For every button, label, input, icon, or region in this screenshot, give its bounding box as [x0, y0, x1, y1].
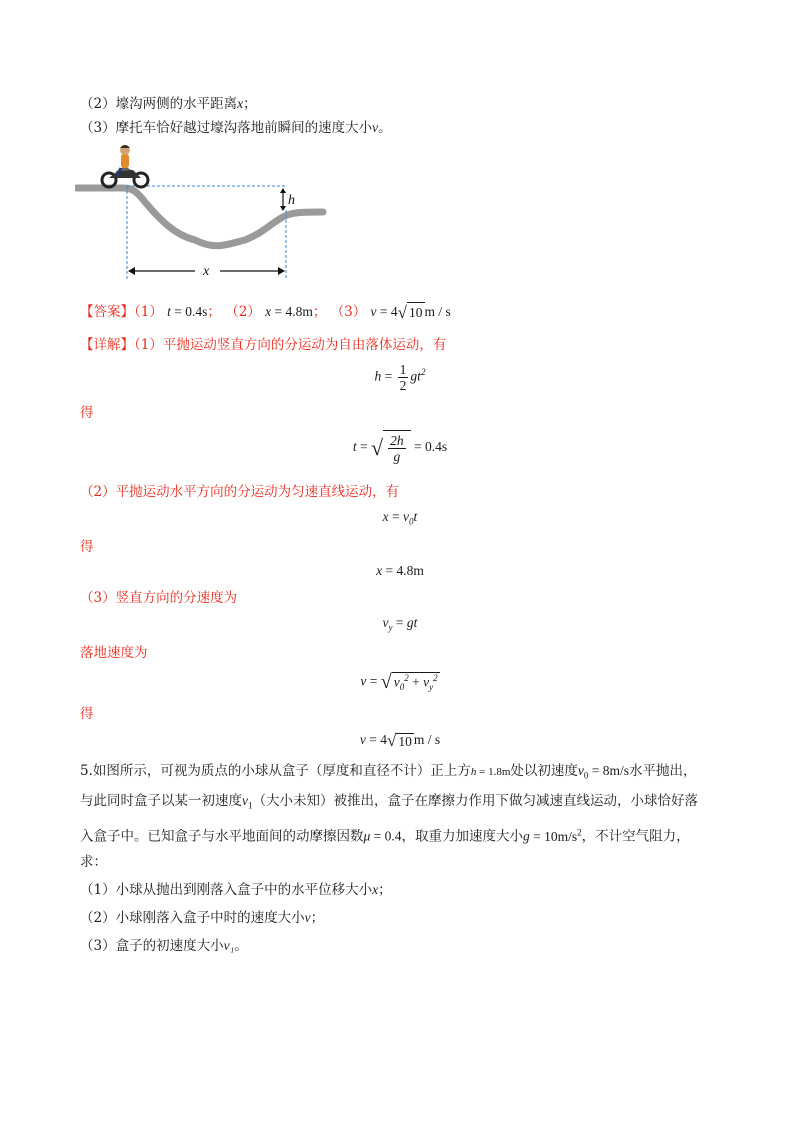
q5-sub-1	[80, 880, 392, 900]
answer-1-label: （1）	[134, 304, 163, 320]
q5-line-4: 求：	[80, 854, 107, 870]
eq-v-value: v = 4√ 10 m / s	[359, 731, 441, 750]
x-arrow-left-icon	[128, 267, 135, 275]
motorcycle-icon	[102, 145, 148, 187]
de-3: 得	[80, 706, 94, 722]
detail-p1: （1）平抛运动竖直方向的分运动为自由落体运动，有	[134, 337, 447, 353]
q5-s1-end: ；	[378, 882, 392, 898]
q5-l1a: 5.如图所示，可视为质点的小球从盒子（厚度和直径不计）正上方	[80, 763, 471, 779]
x-label: x	[203, 264, 210, 279]
q5-line-2	[80, 791, 698, 816]
answer-2-sep: ；	[312, 304, 327, 320]
q5-mu-value: μ = 0.4	[363, 828, 402, 844]
eq-h: h = $\frac{1}{2}$ $gt^2$	[374, 362, 426, 393]
q5-v1-var: $v_1$	[242, 793, 253, 811]
q5-s2-var: v	[304, 910, 311, 925]
q4-part2	[80, 94, 257, 114]
answer-2-math: x = 4.8m	[265, 304, 313, 319]
q5-g-value: $g = 10m/s^2$	[523, 827, 582, 844]
detail-p4: 落地速度为	[80, 645, 148, 661]
h-label: h	[288, 193, 295, 208]
q5-l3a: 入盒子中。已知盒子与水平地面间的动摩擦因数	[80, 828, 364, 845]
q4-part3-text: （3）摩托车恰好越过壕沟落地前瞬间的速度大小	[80, 120, 373, 136]
q5-s3-var: v₁	[223, 938, 235, 953]
q4-part3	[80, 118, 392, 138]
eq-v-sqrt: v = √ $v_0^2 + v_y^2$	[360, 671, 438, 693]
q5-s3-end: 。	[234, 938, 248, 954]
q4-part2-var: x	[237, 96, 244, 111]
answer-tag: 【答案】	[80, 304, 134, 320]
de-2: 得	[80, 539, 94, 555]
eq-vy: $v_y$ = gt	[382, 615, 418, 633]
q5-line-3	[80, 822, 690, 847]
q5-line-1	[80, 761, 697, 786]
q5-sub-3	[80, 936, 248, 956]
q5-h-value: h = 1.8m	[470, 766, 511, 778]
q5-l1b: 处以初速度	[510, 763, 578, 779]
detail-line-1	[80, 335, 446, 355]
q5-s2-end: ；	[310, 910, 325, 926]
h-arrow-down-icon	[280, 206, 286, 211]
q5-s2-text: （2）小球刚落入盒子中时的速度大小	[80, 910, 305, 926]
q5-l1c: 水平抛出，	[629, 763, 697, 779]
h-arrow-up-icon	[280, 188, 286, 193]
q5-l3b: ，取重力加速度大小	[401, 828, 524, 845]
q5-s3-text: （3）盒子的初速度大小	[80, 938, 224, 954]
detail-p3: （3）竖直方向的分速度为	[80, 590, 238, 606]
detail-tag: 【详解】	[80, 337, 134, 353]
answer-1-sep: ；	[207, 304, 221, 320]
answer-line	[80, 302, 451, 323]
detail-p2: （2）平抛运动水平方向的分运动为匀速直线运动，有	[80, 484, 400, 500]
q4-part2-text: （2）壕沟两侧的水平距离	[80, 96, 238, 112]
de-1: 得	[80, 405, 94, 421]
answer-3-math: v = 4√ 10 m / s	[370, 302, 451, 322]
q5-l3c: ，不计空气阻力，	[581, 828, 690, 845]
q4-part3-end: 。	[378, 120, 392, 136]
q5-l2a: 与此同时盒子以某一初速度	[80, 793, 242, 809]
eq-x-v0t: $x = v_0t$	[382, 509, 418, 527]
q5-v0-value: $v_0 = 8m/s$	[577, 763, 630, 781]
answer-1-math: t = 0.4s	[167, 304, 208, 319]
eq-t: t = √ $\frac{2h}{g}$ = 0.4s	[0, 430, 800, 466]
q5-s1-var: x	[372, 882, 379, 897]
q4-part3-var: v	[372, 120, 379, 135]
eq-x-value: x = 4.8m	[376, 563, 424, 578]
trench-figure	[75, 140, 335, 290]
q5-sub-2	[80, 908, 324, 928]
q4-part2-end: ；	[243, 96, 257, 112]
x-arrow-right-icon	[278, 267, 285, 275]
answer-3-label: （3）	[330, 304, 367, 320]
q5-l2b: （大小未知）被推出，盒子在摩擦力作用下做匀减速直线运动，小球恰好落	[252, 793, 698, 809]
q5-s1-text: （1）小球从抛出到刚落入盒子中的水平位移大小	[80, 882, 373, 898]
answer-2-label: （2）	[225, 304, 261, 320]
